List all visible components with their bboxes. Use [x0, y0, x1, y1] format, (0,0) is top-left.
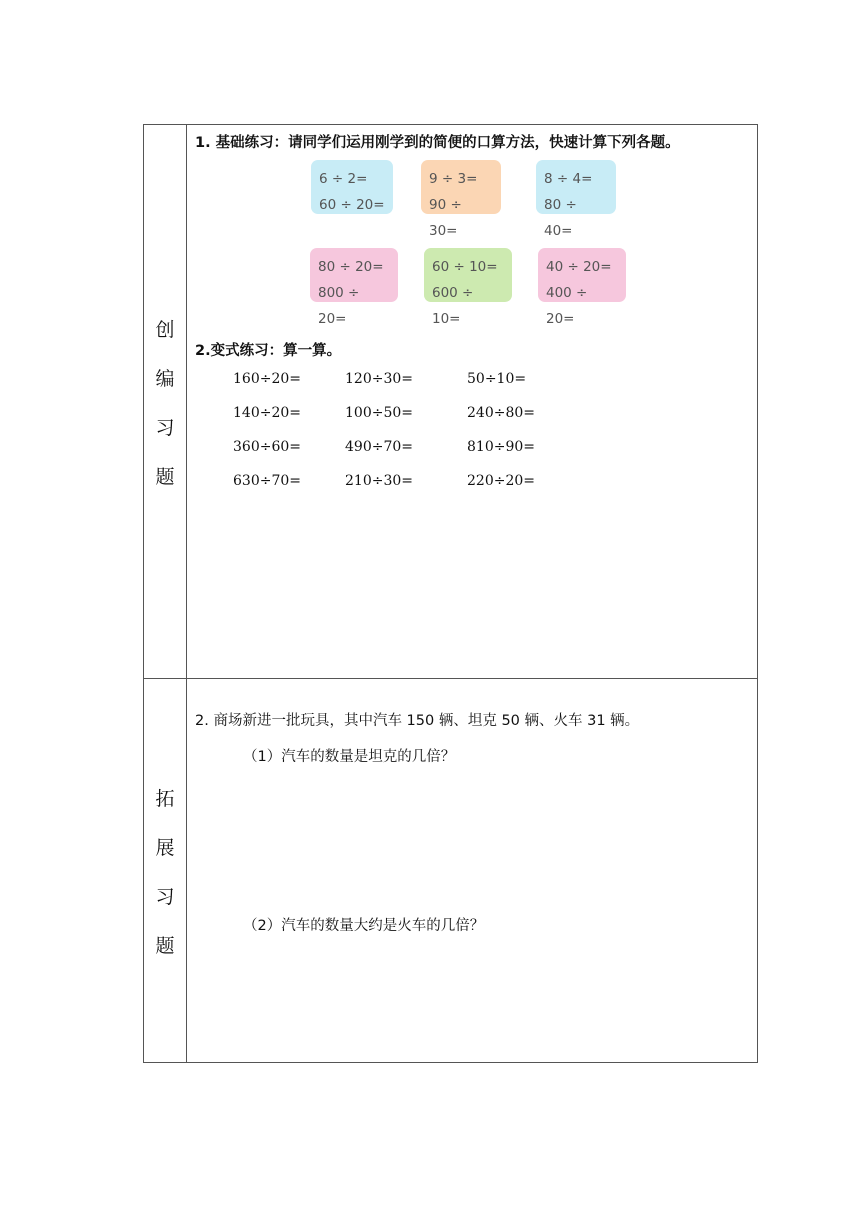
exercise-item: 810÷90= [467, 439, 535, 455]
oral-calc-card [310, 248, 398, 327]
extension-exercises-label [144, 679, 187, 1063]
creative-exercises-content [187, 125, 758, 679]
card-line: 600 ÷ 10= [432, 285, 474, 327]
exercise-item: 50÷10= [467, 371, 527, 387]
sub-question-1: （1）汽车的数量是坦克的几倍？ [243, 749, 456, 765]
exercise-item: 140÷20= [233, 405, 301, 421]
card-line: 400 ÷ 20= [546, 285, 588, 327]
card-line: 800 ÷ 20= [318, 285, 360, 327]
label-char: 编 [155, 367, 175, 390]
card-line: 8 ÷ 4= [544, 171, 593, 187]
card-line: 80 ÷ 20= [318, 259, 384, 275]
oral-calc-card [538, 248, 626, 327]
extension-exercises-row [144, 679, 758, 1063]
toy-problem-statement: 2. 商场新进一批玩具，其中汽车 150 辆、坦克 50 辆、火车 31 辆。 [195, 713, 640, 729]
extension-exercises-content [187, 679, 758, 1063]
card-line: 6 ÷ 2= [319, 171, 368, 187]
label-char: 习 [155, 416, 175, 439]
oral-calc-card [536, 160, 616, 239]
card-line: 40 ÷ 20= [546, 259, 612, 275]
card-line: 60 ÷ 20= [319, 197, 385, 213]
card-line: 60 ÷ 10= [432, 259, 498, 275]
label-char: 题 [155, 934, 175, 957]
basic-practice-question: 1. 基础练习：请同学们运用刚学到的简便的口算方法，快速计算下列各题。 [195, 135, 680, 151]
label-char: 展 [155, 836, 175, 859]
oral-calc-card [424, 248, 512, 327]
exercise-item: 360÷60= [233, 439, 301, 455]
card-line: 80 ÷ 40= [544, 197, 577, 239]
variation-practice-question: 2.变式练习：算一算。 [195, 343, 342, 359]
exercise-item: 630÷70= [233, 473, 301, 489]
exercise-item: 120÷30= [345, 371, 413, 387]
label-char: 题 [155, 465, 175, 488]
label-char: 创 [155, 318, 175, 341]
creative-exercises-row [144, 125, 758, 679]
creative-exercises-label [144, 125, 187, 679]
exercise-grid [233, 369, 567, 491]
card-line: 90 ÷ 30= [429, 197, 462, 239]
exercise-item: 210÷30= [345, 473, 413, 489]
exercise-item: 240÷80= [467, 405, 535, 421]
exercise-item: 160÷20= [233, 371, 301, 387]
worksheet-table [143, 124, 758, 1063]
label-char: 拓 [155, 787, 175, 810]
worksheet [143, 124, 758, 1062]
exercise-item: 100÷50= [345, 405, 413, 421]
card-line: 9 ÷ 3= [429, 171, 478, 187]
oral-calc-card [421, 160, 501, 239]
label-char: 习 [155, 885, 175, 908]
oral-calc-card [311, 160, 393, 214]
exercise-item: 490÷70= [345, 439, 413, 455]
exercise-item: 220÷20= [467, 473, 535, 489]
sub-question-2: （2）汽车的数量大约是火车的几倍？ [243, 918, 485, 934]
